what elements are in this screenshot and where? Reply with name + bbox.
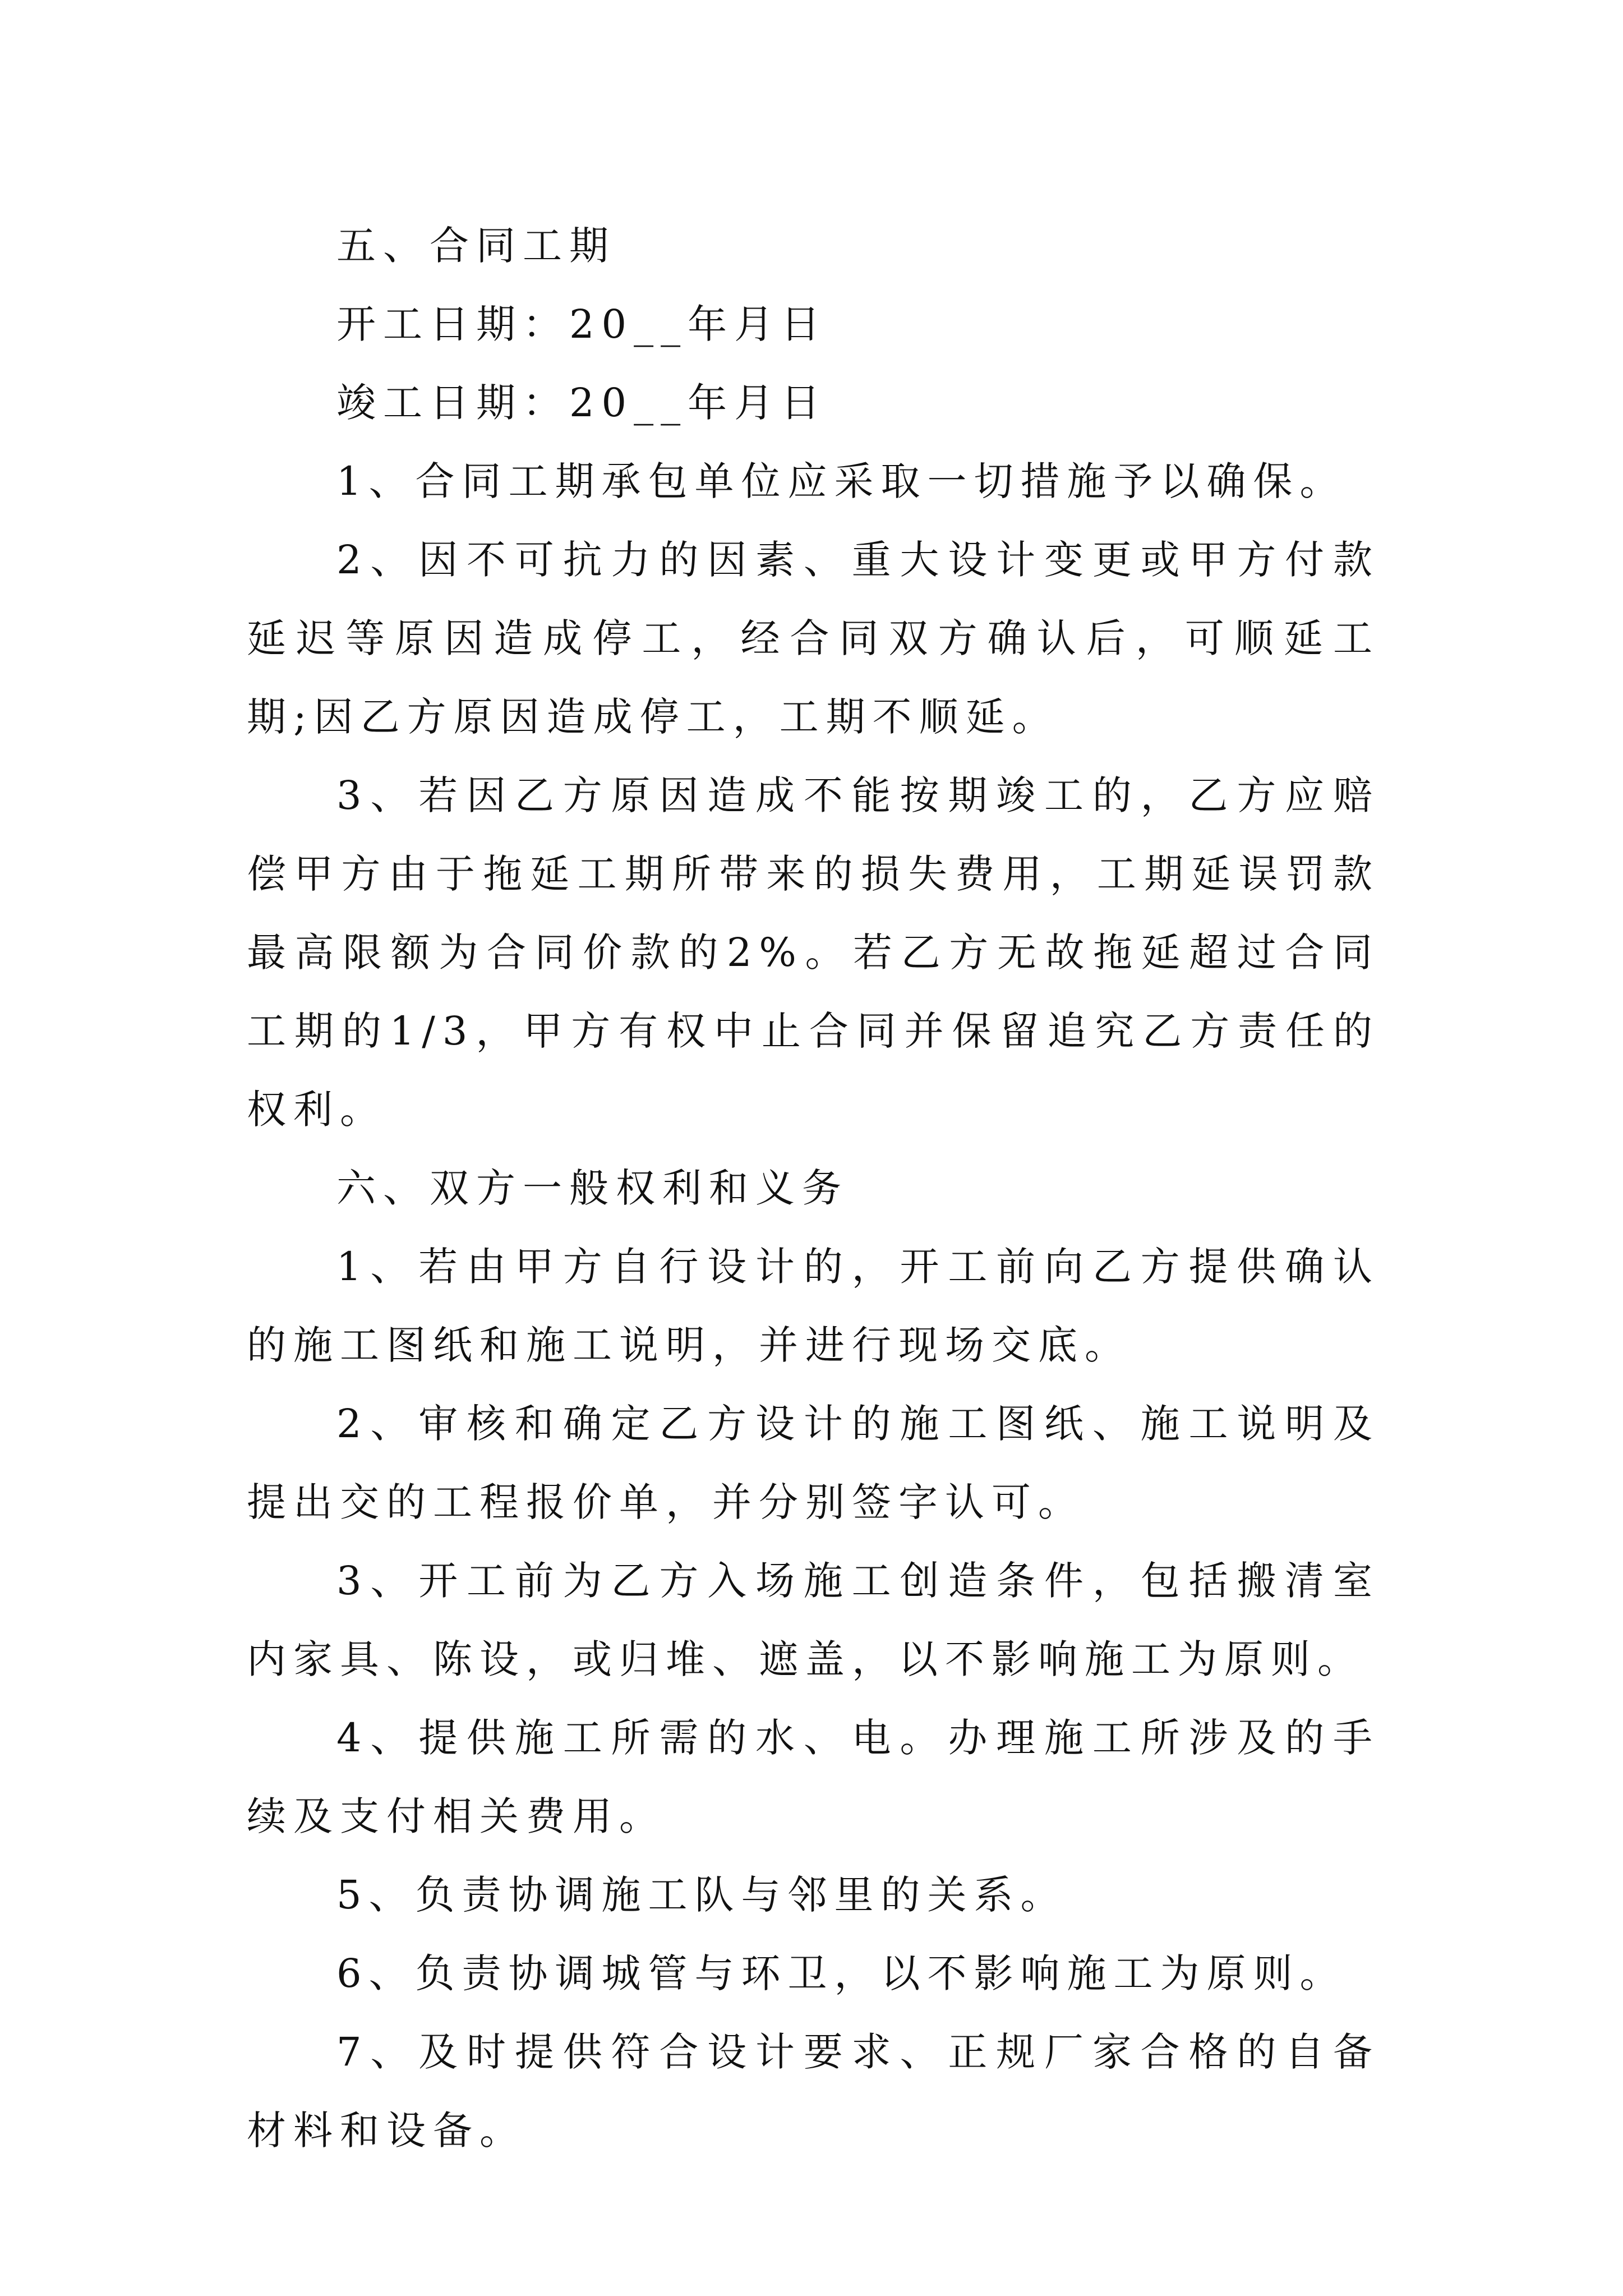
- clause-rights-7: 7、及时提供符合设计要求、正规厂家合格的自备材料和设备。: [247, 2029, 1380, 2154]
- clause-rights-5: 5、负责协调施工队与邻里的关系。: [336, 1872, 1067, 1918]
- completion-date-line: 竣工日期：20__年月日: [336, 380, 828, 426]
- clause-rights-4: 4、提供施工所需的水、电。办理施工所涉及的手续及支付相关费用。: [247, 1715, 1380, 1839]
- clause-period-3: 3、若因乙方原因造成不能按期竣工的，乙方应赔偿甲方由于拖延工期所带来的损失费用，工期延误罚款最高限额为合同价款的2%。若乙方无故拖延超过合同工期的1/3，甲方有权中止合同并保留追究乙方责任的权利。: [247, 772, 1380, 1133]
- clause-rights-6: 6、负责协调城管与环卫，以不影响施工为原则。: [336, 1950, 1347, 1996]
- start-date-line: 开工日期：20__年月日: [336, 301, 828, 347]
- clause-period-1: 1、合同工期承包单位应采取一切措施予以确保。: [336, 458, 1347, 504]
- section-heading-contract-period: 五、合同工期: [336, 223, 616, 269]
- section-heading-rights-obligations: 六、双方一般权利和义务: [336, 1165, 849, 1211]
- clause-period-2: 2、因不可抗力的因素、重大设计变更或甲方付款延迟等原因造成停工，经合同双方确认后，可顺延工期;因乙方原因造成停工，工期不顺延。: [247, 537, 1380, 740]
- clause-rights-1: 1、若由甲方自行设计的，开工前向乙方提供确认的施工图纸和施工说明，并进行现场交底。: [247, 1244, 1380, 1368]
- clause-rights-2: 2、审核和确定乙方设计的施工图纸、施工说明及提出交的工程报价单，并分别签字认可。: [247, 1401, 1380, 1525]
- document-body: [247, 206, 1380, 2170]
- clause-rights-3: 3、开工前为乙方入场施工创造条件，包括搬清室内家具、陈设，或归堆、遮盖，以不影响施工为原则。: [247, 1558, 1380, 1682]
